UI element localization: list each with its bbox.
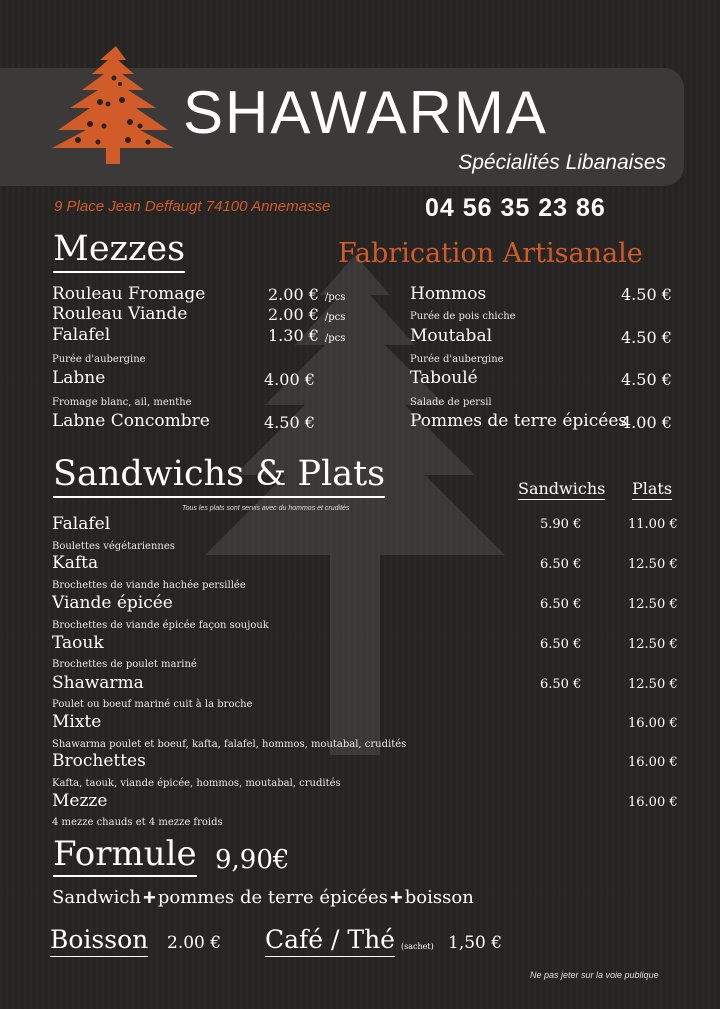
- plat-price: 16.00 €: [628, 755, 678, 770]
- sandwich-desc: 4 mezze chauds et 4 mezze froids: [52, 817, 223, 828]
- plat-price: 16.00 €: [628, 795, 678, 810]
- mezze-price: 1.30 € /pcs: [268, 326, 346, 345]
- sandwich-name: Mezze: [52, 791, 108, 811]
- slogan: Fabrication Artisanale: [338, 238, 643, 269]
- boisson-price: 2.00 €: [167, 933, 222, 953]
- formule-title: Formule: [53, 836, 197, 877]
- mezze-price: 4.50 €: [621, 328, 672, 347]
- plat-price: 11.00 €: [628, 517, 678, 532]
- mezze-desc: Purée d'aubergine: [410, 354, 504, 365]
- plat-price: 12.50 €: [628, 597, 678, 612]
- tagline: Spécialités Libanaises: [458, 151, 666, 174]
- mezze-price: 2.00 € /pcs: [268, 305, 346, 324]
- sandwich-name: Mixte: [52, 712, 102, 732]
- sandwich-desc: Poulet ou boeuf mariné cuit à la broche: [52, 699, 253, 710]
- sandwich-desc: Shawarma poulet et boeuf, kafta, falafel, hommos, moutabal, crudités: [52, 739, 407, 750]
- mezze-price: 4.50 €: [621, 370, 672, 389]
- address: 9 Place Jean Deffaugt 74100 Annemasse: [54, 198, 331, 215]
- sandwich-desc: Brochettes de viande épicée façon soujouk: [52, 620, 269, 631]
- sandwich-price: 5.90 €: [540, 517, 582, 532]
- plat-price: 16.00 €: [628, 716, 678, 731]
- sandwich-name: Falafel: [52, 514, 111, 534]
- mezze-name: Labne Concombre: [52, 411, 210, 431]
- plus-icon: +: [143, 885, 156, 910]
- cedar-logo-icon: [48, 44, 178, 164]
- formule-item-pommes: pommes de terre épicées: [157, 887, 388, 908]
- mezzes-title: Mezzes: [53, 230, 185, 273]
- column-header-sandwich: Sandwichs: [518, 479, 606, 498]
- formule-item-boisson: boisson: [404, 887, 474, 908]
- plat-price: 12.50 €: [628, 637, 678, 652]
- formule-price: 9,90€: [215, 845, 290, 875]
- formule-item-sandwich: Sandwich: [52, 887, 142, 908]
- mezze-desc: Fromage blanc, ail, menthe: [52, 397, 192, 408]
- mezze-price: 4.00 €: [621, 413, 672, 432]
- mezze-desc: Salade de persil: [410, 397, 492, 408]
- sandwich-price: 6.50 €: [540, 557, 582, 572]
- sandwich-name: Brochettes: [52, 751, 146, 771]
- sandwichs-note: Tous les plats sont servis avec du hommos et crudités: [182, 505, 350, 512]
- cafe-note: (sachet): [401, 942, 434, 951]
- mezze-desc: Purée de pois chiche: [410, 311, 516, 322]
- mezze-name: Rouleau Viande: [52, 304, 188, 324]
- mezze-name: Falafel: [52, 325, 111, 345]
- sandwichs-title: Sandwichs & Plats: [53, 455, 385, 498]
- sandwich-name: Viande épicée: [52, 593, 173, 613]
- sandwich-desc: Brochettes de poulet mariné: [52, 659, 197, 670]
- sandwich-name: Taouk: [52, 633, 104, 653]
- mezze-price: 4.50 €: [621, 285, 672, 304]
- sandwich-name: Kafta: [52, 553, 99, 573]
- boisson-title: Boisson: [50, 926, 148, 957]
- mezze-name: Taboulé: [410, 368, 478, 388]
- phone-number[interactable]: 04 56 35 23 86: [425, 194, 606, 222]
- sandwich-price: 6.50 €: [540, 637, 582, 652]
- mezze-name: Hommos: [410, 284, 487, 304]
- mezze-desc: Purée d'aubergine: [52, 354, 146, 365]
- sandwich-desc: Boulettes végétariennes: [52, 541, 175, 552]
- sandwich-desc: Brochettes de viande hachée persillée: [52, 580, 246, 591]
- plus-icon: +: [389, 885, 403, 910]
- brand-name: SHAWARMA: [183, 79, 548, 146]
- mezze-price: 4.00 €: [264, 370, 315, 389]
- mezze-price: 2.00 € /pcs: [268, 285, 346, 304]
- mezze-price: 4.50 €: [264, 413, 315, 432]
- sandwich-desc: Kafta, taouk, viande épicée, hommos, moutabal, crudités: [52, 778, 341, 789]
- sandwich-price: 6.50 €: [540, 677, 582, 692]
- cafe-title: Café / Thé: [265, 926, 395, 957]
- mezze-name: Rouleau Fromage: [52, 284, 206, 304]
- column-header-plat: Plats: [632, 479, 673, 498]
- mezze-name: Labne: [52, 368, 106, 388]
- mezze-name: Moutabal: [410, 326, 493, 346]
- cafe-price: 1,50 €: [448, 933, 503, 953]
- sandwich-name: Shawarma: [52, 673, 144, 693]
- formule-line: [52, 885, 474, 911]
- mezze-name: Pommes de terre épicées: [410, 411, 628, 431]
- plat-price: 12.50 €: [628, 557, 678, 572]
- plat-price: 12.50 €: [628, 677, 678, 692]
- sandwich-price: 6.50 €: [540, 597, 582, 612]
- footer-note: Ne pas jeter sur la voie publique: [530, 970, 659, 980]
